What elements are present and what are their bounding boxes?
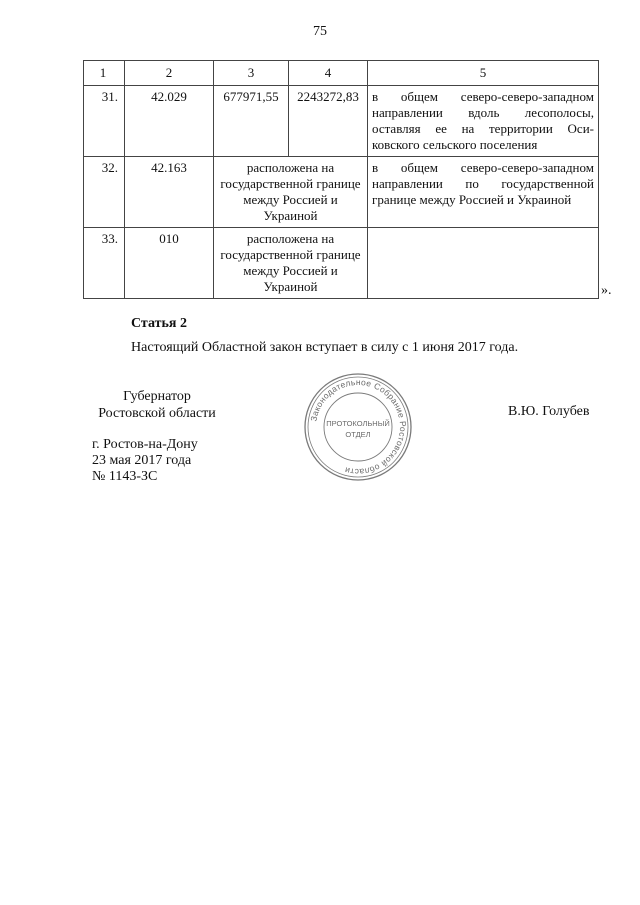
table-header-row [84, 61, 599, 86]
signatory-title-line-2: Ростовской области [98, 406, 216, 421]
table-row [84, 86, 599, 157]
location-note: расположена на государственной границе между Россией и Украиной [214, 157, 368, 228]
seal-ring-text: Законодательное Собрание Ростовской области [308, 376, 409, 478]
signatory-title-line-1: Губернатор [123, 389, 191, 404]
row-number: 33. [84, 228, 125, 299]
header-col-2: 2 [125, 61, 214, 86]
boundary-points-table [83, 60, 599, 299]
closing-quote-mark: ». [601, 283, 612, 298]
point-code: 42.029 [125, 86, 214, 157]
seal-center-text-1: ПРОТОКОЛЬНЫЙ [326, 419, 390, 428]
article-text: Настоящий Областной закон вступает в силу с 1 июня 2017 года. [131, 340, 519, 355]
signatory-name: В.Ю. Голубев [508, 404, 590, 419]
location-note: расположена на государственной границе между Россией и Украиной [214, 228, 368, 299]
point-code: 010 [125, 228, 214, 299]
official-seal-stamp [302, 371, 414, 483]
place-and-date [92, 437, 198, 485]
table-row [84, 157, 599, 228]
row-number: 32. [84, 157, 125, 228]
city: г. Ростов-на-Дону [92, 437, 198, 452]
coordinate-x: 677971,55 [214, 86, 289, 157]
row-number: 31. [84, 86, 125, 157]
boundary-description: в общем северо-северо-западном направлении вдоль лесополосы, оставляя ее на территории Оси-ковского сельского поселения [368, 86, 599, 157]
coordinate-y: 2243272,83 [289, 86, 368, 157]
header-col-5: 5 [368, 61, 599, 86]
signatory-title [92, 388, 222, 422]
table-row [84, 228, 599, 299]
page-number: 75 [313, 24, 327, 39]
header-col-3: 3 [214, 61, 289, 86]
point-code: 42.163 [125, 157, 214, 228]
header-col-1: 1 [84, 61, 125, 86]
law-number: № 1143-ЗС [92, 469, 158, 484]
boundary-description [368, 228, 599, 299]
article-title: Статья 2 [131, 316, 187, 331]
boundary-description: в общем северо-северо-западном направлении по государственной границе между Россией и Украиной [368, 157, 599, 228]
header-col-4: 4 [289, 61, 368, 86]
seal-center-text-2: ОТДЕЛ [345, 430, 371, 439]
date: 23 мая 2017 года [92, 453, 192, 468]
